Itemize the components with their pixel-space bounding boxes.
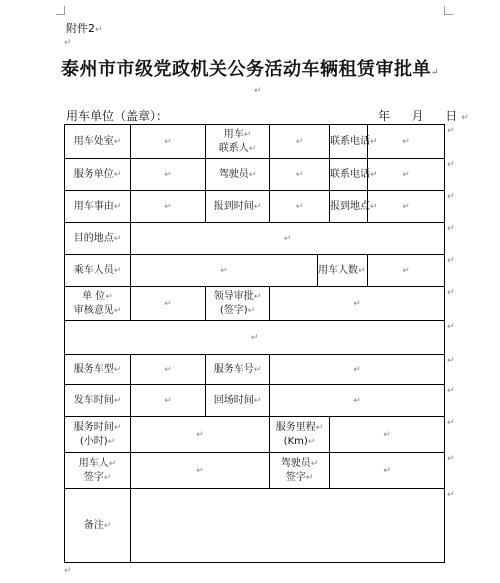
return-time-field[interactable]: ↵ <box>270 385 445 417</box>
report-time-field[interactable]: ↵ <box>270 191 330 223</box>
document-title <box>0 55 500 81</box>
paragraph-mark: ↵ <box>64 38 72 48</box>
row-end-mark: ↵ <box>447 454 455 464</box>
service-unit-label: 服务单位↵ <box>65 159 131 191</box>
corner-crop-mark-left <box>56 6 65 15</box>
paragraph-mark: ↵ <box>64 566 72 576</box>
passengers-label: 乘车人员↵ <box>65 255 131 287</box>
form-row <box>65 255 445 287</box>
return-time-label: 回场时间↵ <box>206 385 270 417</box>
row-end-mark: ↵ <box>447 490 455 500</box>
purpose-label: 用车事由↵ <box>65 191 131 223</box>
paragraph-mark: ↵ <box>95 25 103 35</box>
form-row <box>65 287 445 321</box>
row-end-mark: ↵ <box>447 192 455 202</box>
row-end-mark: ↵ <box>447 256 455 266</box>
row-end-mark: ↵ <box>447 160 455 170</box>
row-end-mark: ↵ <box>447 386 455 396</box>
form-row <box>65 355 445 385</box>
passenger-count-label: 用车人数↵ <box>318 255 368 287</box>
paragraph-mark: ↵ <box>254 86 262 96</box>
unit-review-label: 单 位↵ 审核意见↵ <box>65 287 131 321</box>
service-car-no-field[interactable]: ↵ <box>270 355 445 385</box>
mileage-field[interactable]: ↵ <box>330 417 445 453</box>
row-end-mark: ↵ <box>447 356 455 366</box>
contact-person-field[interactable]: ↵ <box>270 125 330 159</box>
user-sign-field[interactable]: ↵ <box>131 453 270 489</box>
destination-field[interactable]: ↵ <box>131 223 445 255</box>
row-end-mark: ↵ <box>447 288 455 298</box>
contact-person-label: 用车↵ 联系人↵ <box>206 125 270 159</box>
row-end-mark: ↵ <box>447 224 455 234</box>
driver-sign-field[interactable]: ↵ <box>330 453 445 489</box>
contact-phone2-label: 联系电话↵ <box>330 159 368 191</box>
form-row <box>65 191 445 223</box>
row-end-mark: ↵ <box>447 126 455 136</box>
remarks-field[interactable] <box>131 489 445 563</box>
report-time-label: 报到时间↵ <box>206 191 270 223</box>
depart-time-label: 发车时间↵ <box>65 385 131 417</box>
destination-label: 目的地点↵ <box>65 223 131 255</box>
form-row <box>65 223 445 255</box>
leader-approval-field[interactable]: ↵ <box>270 287 445 321</box>
form-row <box>65 321 445 355</box>
report-place-field[interactable]: ↵ <box>368 191 445 223</box>
report-place-label: 报到地点↵ <box>330 191 368 223</box>
purpose-field[interactable]: ↵ <box>131 191 206 223</box>
form-row <box>65 417 445 453</box>
mileage-label: 服务里程↵ (Km)↵ <box>270 417 330 453</box>
remarks-label: 备注↵ <box>65 489 131 563</box>
form-row <box>65 385 445 417</box>
form-row <box>65 125 445 159</box>
service-duration-label: 服务时间↵ (小时)↵ <box>65 417 131 453</box>
contact-phone2-field[interactable]: ↵ <box>368 159 445 191</box>
attachment-label <box>66 20 103 36</box>
form-row <box>65 453 445 489</box>
form-row <box>65 489 445 563</box>
dept-label: 用车处室↵ <box>65 125 131 159</box>
depart-time-field[interactable]: ↵ <box>131 385 206 417</box>
form-row <box>65 159 445 191</box>
service-unit-field[interactable]: ↵ <box>131 159 206 191</box>
driver-sign-label: 驾驶员↵ 签字↵ <box>270 453 330 489</box>
driver-label: 驾驶员↵ <box>206 159 270 191</box>
driver-field[interactable]: ↵ <box>270 159 330 191</box>
service-car-no-label: 服务车号↵ <box>206 355 270 385</box>
row-end-mark: ↵ <box>447 322 455 332</box>
paragraph-mark: ↵ <box>430 68 440 78</box>
paragraph-mark: ↵ <box>461 113 469 123</box>
contact-phone-label: 联系电话↵ <box>330 125 368 159</box>
service-car-type-label: 服务车型↵ <box>65 355 131 385</box>
year-label: 年 <box>378 109 391 123</box>
dept-field[interactable]: ↵ <box>131 125 206 159</box>
contact-phone-field[interactable]: ↵ <box>368 125 445 159</box>
row-end-mark: ↵ <box>447 418 455 428</box>
approval-form-table <box>64 124 445 563</box>
passenger-count-field[interactable]: ↵ <box>368 255 445 287</box>
unit-review-field[interactable]: ↵ <box>131 287 206 321</box>
title-text: 泰州市市级党政机关公务活动车辆租赁审批单 <box>60 59 431 80</box>
corner-crop-mark-right <box>444 6 453 15</box>
use-unit-label: 用车单位（盖章）： <box>66 109 169 123</box>
separator-row: ↵ <box>65 321 445 355</box>
leader-approval-label: 领导审批↵ (签字)↵ <box>206 287 270 321</box>
passengers-field[interactable]: ↵ <box>131 255 318 287</box>
month-label: 月 <box>411 109 424 123</box>
date-line <box>378 107 469 124</box>
service-car-type-field[interactable]: ↵ <box>131 355 206 385</box>
day-label: 日 <box>445 109 458 123</box>
attachment-text: 附件2 <box>66 22 95 35</box>
user-sign-label: 用车人↵ 签字↵ <box>65 453 131 489</box>
service-duration-field[interactable]: ↵ <box>131 417 270 453</box>
